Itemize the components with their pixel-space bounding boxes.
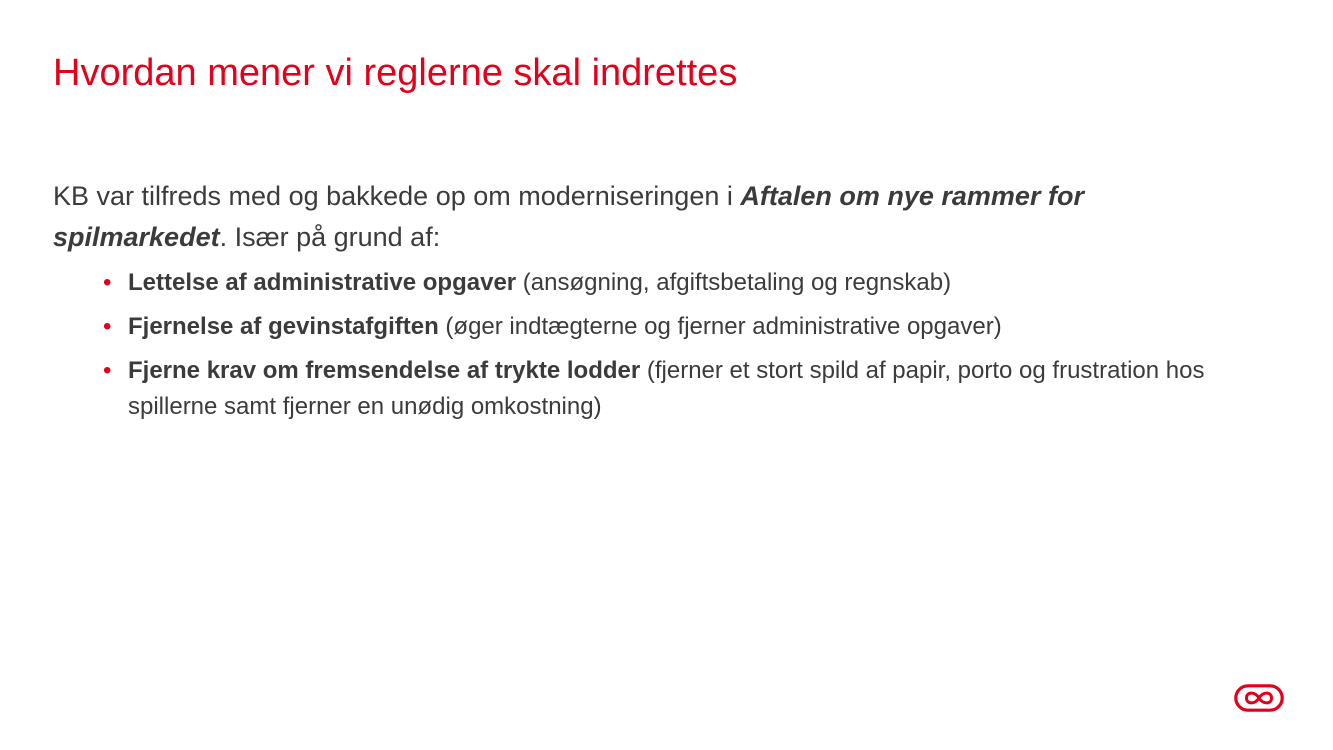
- slide-content: [53, 176, 1253, 433]
- bullet-dot-icon: •: [103, 269, 112, 296]
- list-item: [53, 309, 1253, 345]
- intro-paragraph: [53, 176, 1253, 258]
- bullet-list: [53, 265, 1253, 425]
- infinity-logo-icon: [1234, 684, 1284, 712]
- bullet-text: (ansøgning, afgiftsbetaling og regnskab): [516, 269, 952, 296]
- bullet-text: (øger indtægterne og fjerner administrative opgaver): [438, 313, 1002, 340]
- bullet-bold-text: Fjerne krav om fremsendelse af trykte lodder: [128, 357, 641, 384]
- intro-suffix: . Især på grund af:: [219, 222, 441, 252]
- intro-prefix: KB var tilfreds med og bakkede op om moderniseringen i: [53, 181, 741, 211]
- bullet-text: (fjerner et stort spild af papir, porto og frustration hos spillerne samt fjerner en unødig omkostning): [128, 357, 1205, 420]
- bullet-bold-text: Fjernelse af gevinstafgiften: [128, 313, 439, 340]
- bullet-dot-icon: •: [103, 313, 112, 340]
- slide-title: Hvordan mener vi reglerne skal indrettes: [53, 52, 738, 94]
- bullet-bold-text: Lettelse af administrative opgaver: [128, 269, 517, 296]
- bullet-dot-icon: •: [103, 357, 112, 384]
- list-item: [53, 353, 1253, 425]
- intro-emphasis: Aftalen om nye rammer for spilmarkedet: [53, 181, 1084, 252]
- list-item: [53, 265, 1253, 301]
